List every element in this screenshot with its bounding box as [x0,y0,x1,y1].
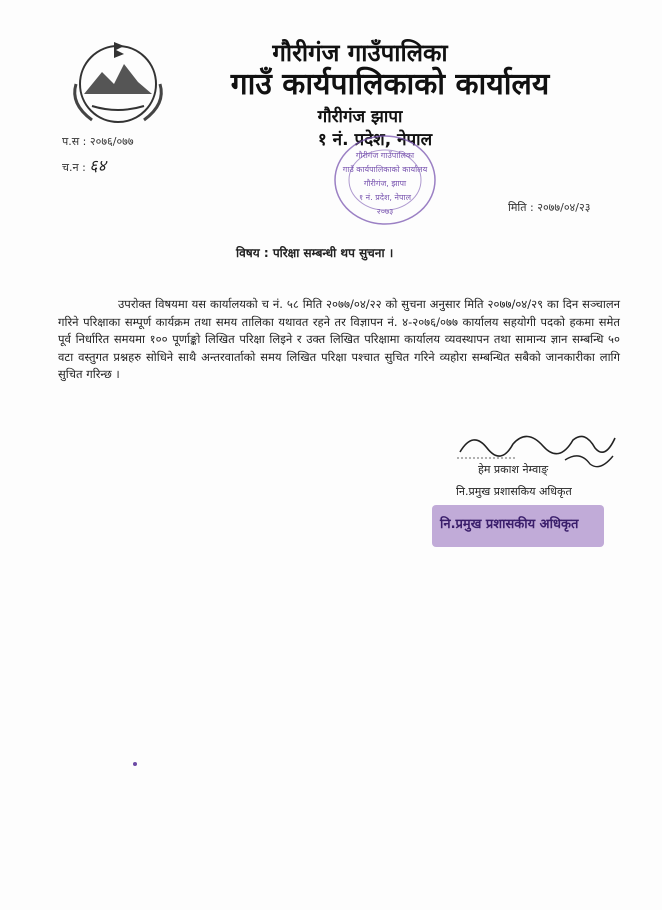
fiscal-reference: प.स : २०७६/०७७ [62,135,134,148]
body-paragraph: उपरोक्त विषयमा यस कार्यालयको च नं. ५८ मिति २०७७/०४/२२ को सुचना अनुसार मिति २०७७/०४/२९ का दिन सञ्चालन गरिने परिक्षाका सम्पूर्ण कार्यक्रम तथा समय तालिका यथावत रहने तर विज्ञापन नं. ४-२०७६/०७७ कार्यालय सहयोगी पदको हकमा समेत पूर्व निर्धारित समयमा १०० पूर्णाङ्को लिखित परिक्षा लिइने र उक्त लिखित परिक्षामा कार्यालय व्यवस्थापन तथा सामान्य ज्ञान सम्बन्धि ५० वटा वस्तुगत प्रश्नहरु सोधिने साथै अन्तरवार्ताको समय लिखित परिक्षा पश्चात सुचित गरिने व्यहोरा सम्बन्धित सबैको जानकारीका लागि सुचित गरिन्छ । [58,297,620,381]
letter-body [58,296,620,384]
stamp-line-4: १ नं. प्रदेश, नेपाल [358,193,412,202]
office-stamp [330,130,440,230]
municipality-name: गौरीगंज गाउँपालिका [272,39,448,67]
stamp-line-5: २०७३ [376,207,394,216]
dispatch-label: च.न : [62,161,90,174]
dispatch-number [62,154,106,176]
stamp-line-1: गौरीगंज गाउँपालिका [355,151,415,160]
province-country: १ नं. प्रदेश, नेपाल [317,130,433,150]
letter-date: मिति : २०७७/०४/२३ [508,201,591,214]
signatory-name: हेम प्रकाश नेम्वाङ् [478,463,549,476]
nepal-emblem-logo [62,34,174,126]
officer-seal-text: नि.प्रमुख प्रशासकीय अधिकृत [440,517,579,532]
office-location: गौरीगंज झापा [317,107,403,127]
stamp-line-3: गौरीगंज, झापा [363,179,407,188]
office-name: गाउँ कार्यपालिकाको कार्यालय [230,67,550,102]
subject-line: विषय : परिक्षा सम्बन्धी थप सुचना । [236,246,394,260]
signatory-title: नि.प्रमुख प्रशासकिय अधिकृत [456,485,572,498]
ink-spot [133,762,137,766]
dispatch-value: ६४ [89,156,106,175]
stamp-line-2: गाउँ कार्यपालिकाको कार्यालय [342,165,428,174]
